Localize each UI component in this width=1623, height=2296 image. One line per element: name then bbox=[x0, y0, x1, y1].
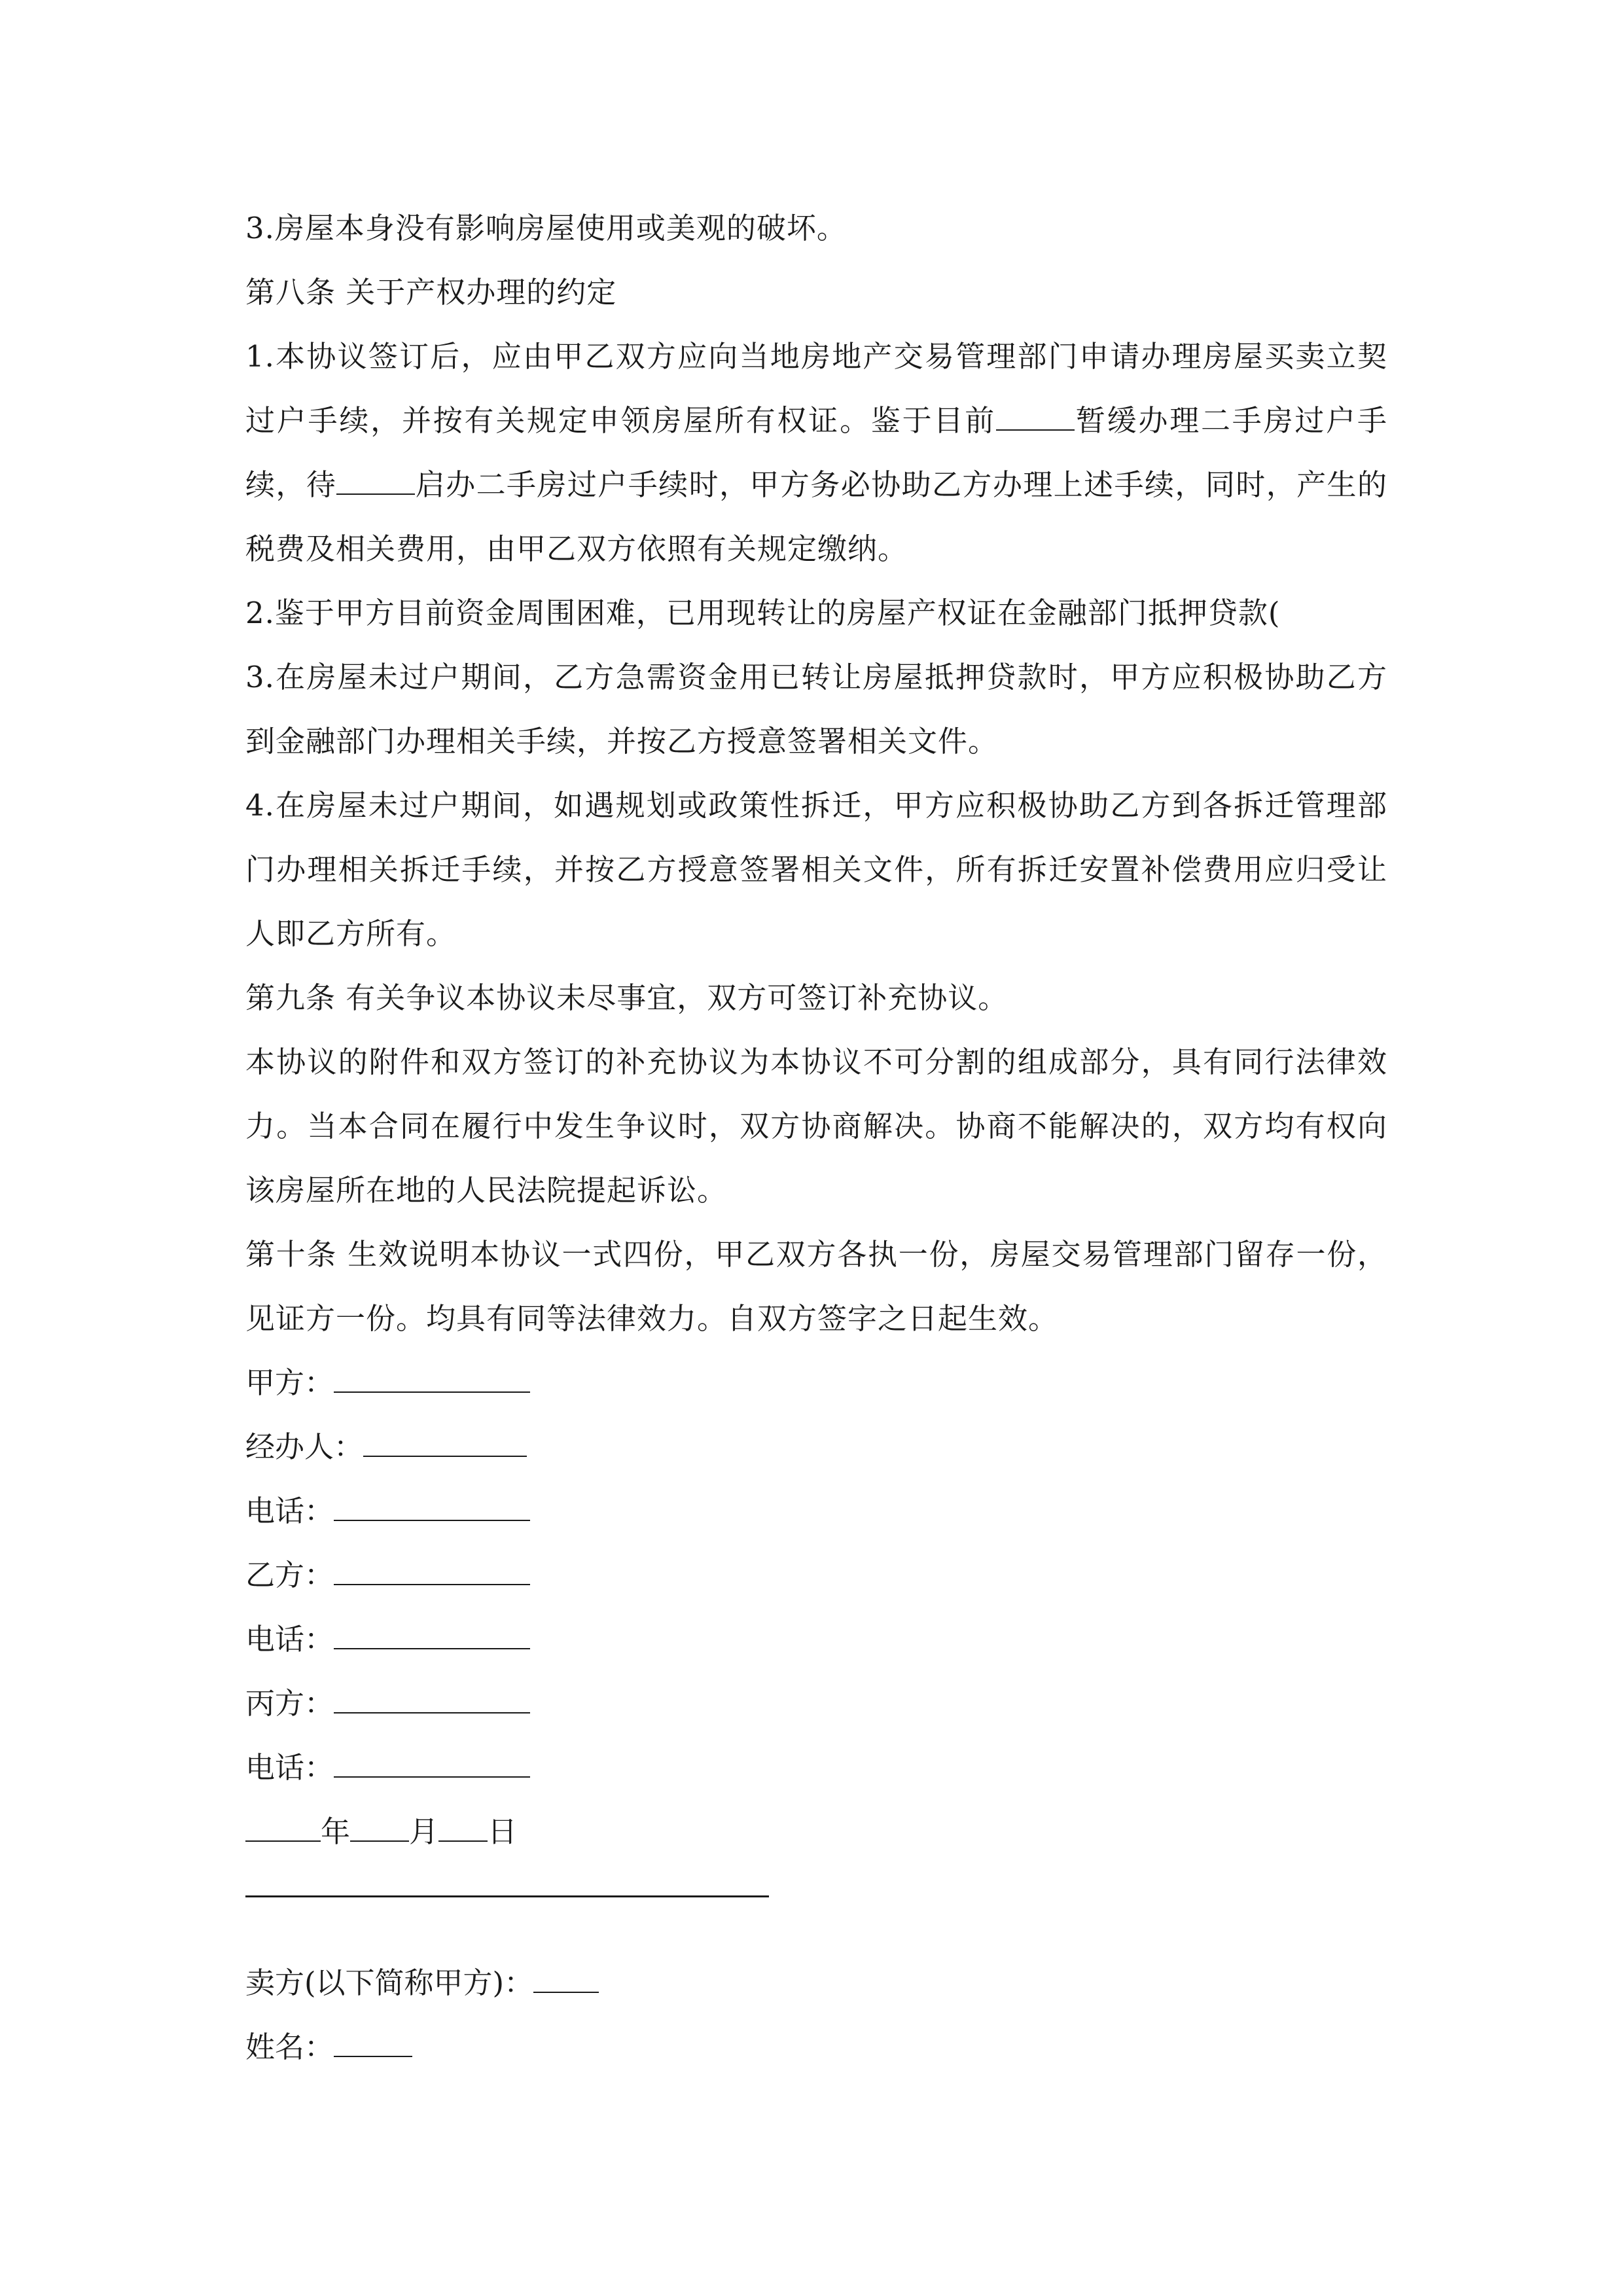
signature-party-a bbox=[245, 1351, 1387, 1415]
article-8-item-4: 4.在房屋未过户期间，如遇规划或政策性拆迁，甲方应积极协助乙方到各拆迁管理部门办理相关拆迁手续，并按乙方授意签署相关文件，所有拆迁安置补偿费用应归受让人即乙方所有。 bbox=[245, 788, 1387, 951]
year-label: 年 bbox=[321, 1814, 351, 1849]
seller-blank bbox=[533, 1965, 599, 1993]
signature-phone-c bbox=[245, 1736, 1387, 1800]
article-8-item-3: 3.在房屋未过户期间，乙方急需资金用已转让房屋抵押贷款时，甲方应积极协助乙方到金融部门办理相关手续，并按乙方授意签署相关文件。 bbox=[245, 660, 1387, 759]
name-label: 姓名： bbox=[245, 2030, 334, 2064]
day-label: 日 bbox=[488, 1814, 518, 1849]
article-10-body: 第十条 生效说明本协议一式四份，甲乙双方各执一份，房屋交易管理部门留存一份，见证方一份。均具有同等法律效力。自双方签字之日起生效。 bbox=[245, 1237, 1387, 1336]
year-blank bbox=[245, 1814, 321, 1842]
document-separator bbox=[245, 1895, 769, 1897]
article-9-title: 第九条 有关争议本协议未尽事宜，双方可签订补充协议。 bbox=[245, 980, 1008, 1015]
signature-blank bbox=[334, 1622, 530, 1649]
clause-7-item-3: 3.房屋本身没有影响房屋使用或美观的破坏。 bbox=[245, 211, 847, 245]
signature-label: 乙方： bbox=[245, 1558, 334, 1592]
signature-party-b bbox=[245, 1543, 1387, 1607]
article-8-item-1-part-1: 1.本协议签订后，应由甲乙双方应向当地房地产交易管理部门申请办理房屋买卖立契过户手续，并按有关规定申领房屋所有权证。鉴于目前 bbox=[245, 339, 1387, 438]
signature-blank bbox=[334, 1494, 530, 1521]
signature-label: 丙方： bbox=[245, 1686, 334, 1721]
article-8-item-2: 2.鉴于甲方目前资金周围困难，已用现转让的房屋产权证在金融部门抵押贷款( bbox=[245, 596, 1281, 630]
article-8-title: 第八条 关于产权办理的约定 bbox=[245, 275, 617, 310]
signature-blank bbox=[334, 1558, 530, 1585]
signature-blank bbox=[334, 1365, 530, 1393]
signature-party-c bbox=[245, 1672, 1387, 1736]
signature-agent bbox=[245, 1415, 1387, 1479]
signature-blank bbox=[334, 1750, 530, 1778]
article-9-body: 本协议的附件和双方签订的补充协议为本协议不可分割的组成部分，具有同行法律效力。当本合同在履行中发生争议时，双方协商解决。协商不能解决的，双方均有权向该房屋所在地的人民法院提起诉讼。 bbox=[245, 1045, 1387, 1208]
blank-field bbox=[336, 467, 415, 495]
month-label: 月 bbox=[409, 1814, 439, 1849]
signature-label: 电话： bbox=[245, 1750, 334, 1785]
signature-label: 电话： bbox=[245, 1494, 334, 1528]
signature-phone-a bbox=[245, 1479, 1387, 1543]
signature-blank bbox=[363, 1429, 527, 1457]
document-page bbox=[245, 196, 1387, 2079]
signature-blank bbox=[334, 1686, 530, 1713]
signature-label: 经办人： bbox=[245, 1429, 364, 1464]
article-8-item-1-part-2: 暂缓办理二手房过户手续，待 bbox=[245, 403, 1387, 502]
day-blank bbox=[438, 1814, 488, 1842]
name-line bbox=[245, 2015, 1387, 2079]
article-8-item-1 bbox=[245, 325, 1387, 581]
month-blank bbox=[350, 1814, 409, 1842]
name-blank bbox=[334, 2030, 412, 2057]
date-line bbox=[245, 1800, 1387, 1864]
article-8-item-1-part-3: 启办二手房过户手续时，甲方务必协助乙方办理上述手续，同时，产生的税费及相关费用，由甲乙双方依照有关规定缴纳。 bbox=[245, 467, 1387, 566]
blank-field bbox=[996, 403, 1075, 431]
signature-phone-b bbox=[245, 1607, 1387, 1672]
signature-label: 甲方： bbox=[245, 1365, 334, 1400]
signature-label: 电话： bbox=[245, 1622, 334, 1657]
seller-line bbox=[245, 1951, 1387, 2015]
seller-label: 卖方(以下简称甲方)： bbox=[245, 1965, 534, 2000]
